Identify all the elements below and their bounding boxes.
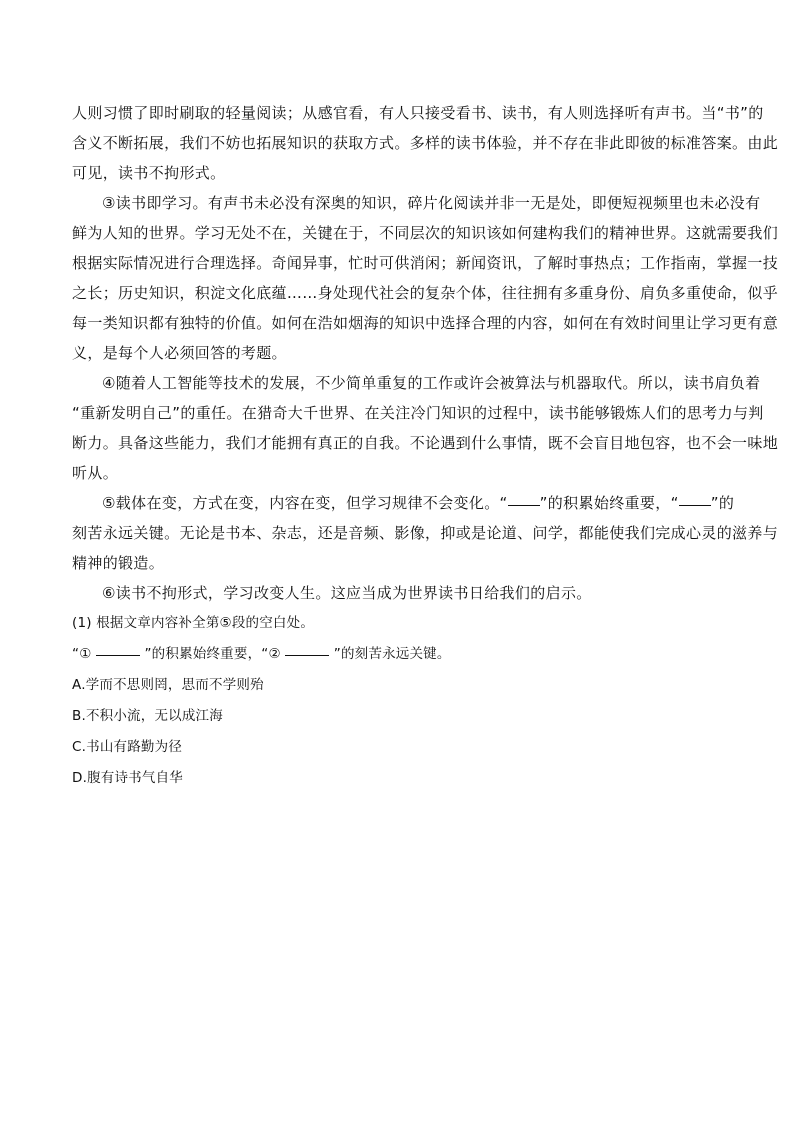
paragraph-continued <box>72 98 779 188</box>
text-line: 义，是每个人必须回答的考题。 <box>72 344 287 362</box>
blank-line <box>508 504 540 506</box>
answer-blank-2[interactable] <box>285 654 329 656</box>
text-line: 含义不断拓展，我们不妨也拓展知识的获取方式。多样的读书体验，并不存在非此即彼的标准答案。由此 <box>72 134 779 152</box>
text-line: 可见，读书不拘形式。 <box>72 164 226 182</box>
text-line: ③读书即学习。有声书未必没有深奥的知识，碎片化阅读并非一无是处，即便短视频里也未必没有 <box>102 194 761 212</box>
text-line: 断力。具备这些能力，我们才能拥有真正的自我。不论遇到什么事情，既不会盲目地包容，也不会一味地 <box>72 434 779 452</box>
text-line: 刻苦永远关键。无论是书本、杂志，还是音频、影像，抑或是论道、问学，都能使我们完成心灵的滋养与 <box>72 524 779 542</box>
text-segment: ”的刻苦永远关键。 <box>329 646 451 662</box>
option-b[interactable]: B.不积小流，无以成江海 <box>72 708 223 724</box>
answer-blank-1[interactable] <box>96 654 140 656</box>
text-line <box>72 488 735 518</box>
text-line: 精神的锻造。 <box>72 554 165 572</box>
paragraph-5 <box>72 488 779 578</box>
text-segment: ”的积累始终重要，“② <box>140 646 286 662</box>
text-line: 鲜为人知的世界。学习无处不在，关键在于，不同层次的知识该如何建构我们的精神世界。这就需要我们 <box>72 224 779 242</box>
text-line: 人则习惯了即时刷取的轻量阅读；从感官看，有人只接受看书、读书，有人则选择听有声书。当“书”的 <box>72 104 764 122</box>
question-block <box>72 608 724 794</box>
text-segment: ”的 <box>710 494 735 512</box>
option-a[interactable]: A.学而不思则罔，思而不学则殆 <box>72 677 264 693</box>
question-fill-line <box>72 639 724 670</box>
paragraph-3 <box>72 188 779 368</box>
text-segment: ⑤载体在变，方式在变，内容在变，但学习规律不会变化。“ <box>102 494 508 512</box>
text-line: 听从。 <box>72 464 119 482</box>
text-segment: ”的积累始终重要，“ <box>539 494 679 512</box>
text-line: 每一类知识都有独特的价值。如何在浩如烟海的知识中选择合理的内容，如何在有效时间里让学习更有意 <box>72 314 779 332</box>
text-line: 根据实际情况进行合理选择。奇闻异事，忙时可供消闲；新闻资讯，了解时事热点；工作指南，掌握一技 <box>72 254 779 272</box>
text-line: ④随着人工智能等技术的发展，不少简单重复的工作或许会被算法与机器取代。所以，读书肩负着 <box>102 374 761 392</box>
question-prompt: (1) 根据文章内容补全第⑤段的空白处。 <box>72 615 315 631</box>
text-segment: “① <box>72 646 96 662</box>
document-content <box>72 98 779 794</box>
text-line: 之长；历史知识，积淀文化底蕴……身处现代社会的复杂个体，往往拥有多重身份、肩负多重使命，似乎 <box>72 284 779 302</box>
paragraph-6 <box>72 578 724 608</box>
blank-line <box>679 504 711 506</box>
paragraph-4 <box>72 368 779 488</box>
text-line: ⑥读书不拘形式，学习改变人生。这应当成为世界读书日给我们的启示。 <box>102 584 592 602</box>
option-d[interactable]: D.腹有诗书气自华 <box>72 770 183 786</box>
text-line: “重新发明自己”的重任。在猎奇大千世界、在关注冷门知识的过程中，读书能够锻炼人们的思考力与判 <box>72 404 764 422</box>
option-c[interactable]: C.书山有路勤为径 <box>72 739 183 755</box>
